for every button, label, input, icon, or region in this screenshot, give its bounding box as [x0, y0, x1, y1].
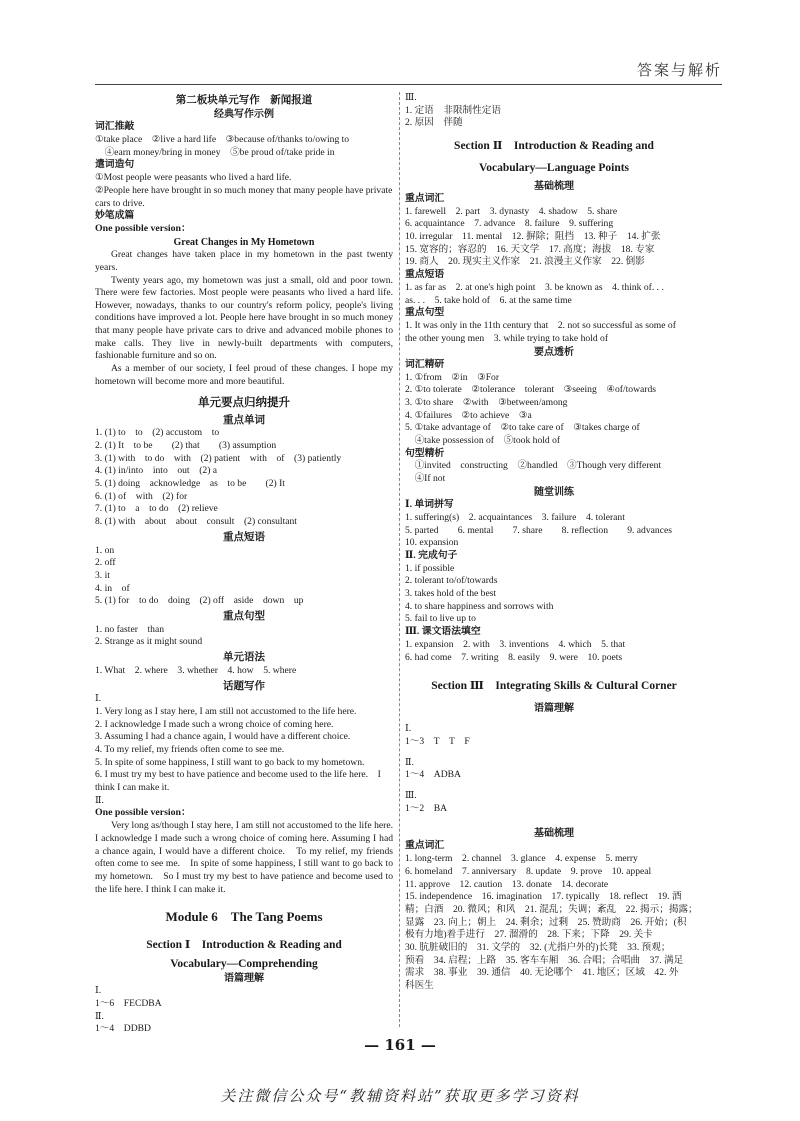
- answer-line: 1～2 BA: [405, 802, 448, 814]
- key-sentences-label: 重点句型: [405, 307, 445, 319]
- grammar-fill-label: Ⅲ. 课文语法填空: [405, 626, 481, 638]
- key-phrase-line: 4. in of: [95, 582, 130, 594]
- answer-line: 1. suffering(s) 2. acquaintances 3. failure 4. tolerant: [405, 511, 625, 523]
- section-title: Vocabulary—Comprehending: [170, 958, 318, 971]
- answer-line: 2. ①to tolerate ②tolerance tolerant ③seeing ④of/towards: [405, 384, 656, 396]
- topic-line: 4. To my relief, my friends often come to see me.: [95, 744, 285, 756]
- answer-line: ①invited constructing ②handled ③Though very different: [405, 460, 662, 472]
- answer-line: 1. expansion 2. with 3. inventions 4. which 5. that: [405, 639, 626, 650]
- module-title: Module 6 The Tang Poems: [165, 909, 323, 925]
- key-pattern-line: 1. no faster than: [95, 623, 165, 635]
- answer-line: 15. 宽容的；容忍的 16. 天文学 17. 高度；海拔 18. 专家: [405, 243, 655, 255]
- page-number: — 161 —: [364, 1036, 436, 1054]
- basic-review-title: 基础梳理: [534, 180, 574, 192]
- answer-line: 1. farewell 2. part 3. dynasty 4. shadow 5. share: [405, 205, 618, 217]
- key-phrases-title: 重点短语: [223, 531, 265, 543]
- answer-line: Ⅲ.: [405, 789, 417, 801]
- answer-line: 2. tolerant to/of/towards: [405, 575, 498, 587]
- answer-line: Ⅱ.: [95, 1010, 104, 1022]
- header-title: 答案与解析: [636, 61, 722, 79]
- sentence-analysis-label: 句型精析: [405, 447, 445, 459]
- complete-sentences-label: Ⅱ. 完成句子: [405, 549, 458, 561]
- answer-line: 6. homeland 7. anniversary 8. update 9. prove 10. appeal: [405, 866, 652, 878]
- answer-line: 1～4 DDBD: [95, 1023, 151, 1035]
- key-word-line: 2. (1) It to be (2) that (3) assumption: [95, 440, 277, 452]
- answer-line: 3. takes hold of the best: [405, 588, 497, 600]
- vocab-study-label: 词汇精研: [405, 358, 445, 370]
- practice-title: 随堂训练: [534, 486, 574, 498]
- answer-line: 1. It was only in the 11th century that 2. not so successful as some of: [405, 320, 676, 332]
- essay-paragraph: Great changes have taken place in my hometown in the past twenty years.: [95, 249, 393, 273]
- answer-line: 精；白酒 20. 微风；和风 21. 混乱；失调；紊乱 22. 揭示；揭露；: [405, 904, 698, 916]
- answer-line: ④take possession of ⑤took hold of: [405, 434, 561, 446]
- topic-line: 6. I must try my best to have patience and become used to the life here. I think I can make it.: [95, 769, 384, 793]
- topic-line: 5. In spite of some happiness, I still want to go back to my hometown.: [95, 756, 365, 768]
- roman-numeral: Ⅰ.: [95, 693, 102, 705]
- answer-line: 5. fail to live up to: [405, 613, 476, 625]
- unit-summary-title: 单元要点归纳提升: [198, 397, 290, 410]
- answer-line: 需求 38. 事业 39. 通信 40. 无论哪个 41. 地区；区域 42. 外: [405, 967, 679, 979]
- answer-line: 预看 34. 启程；上路 35. 客车车厢 36. 合唱；合唱曲 37. 满足: [405, 954, 684, 966]
- footer-note: 关注微信公众号“教辅资料站”获取更多学习资料: [220, 1087, 580, 1105]
- left-column: [95, 92, 393, 1036]
- grammar-line: 1. What 2. where 3. whether 4. how 5. where: [95, 664, 297, 676]
- answer-line: 极有力地)着手进行 27. 溜滑的 28. 下来；下降 29. 关卡: [405, 929, 653, 941]
- basic-review-title: 基础梳理: [534, 828, 574, 840]
- answer-line: 15. independence 16. imagination 17. typically 18. reflect 19. 酒: [405, 891, 682, 903]
- topic-line: 2. I acknowledge I made such a wrong choice of coming here.: [95, 718, 334, 730]
- key-phrase-line: 3. it: [95, 569, 110, 581]
- answer-line: 6. acquaintance 7. advance 8. failure 9. suffering: [405, 218, 614, 230]
- header-rule: [95, 84, 722, 85]
- key-phrase-line: 5. (1) for to do doing (2) off aside down up: [95, 595, 304, 607]
- answer-line: 5. parted 6. mental 7. share 8. reflection 9. advances: [405, 524, 672, 536]
- answer-line: the other young men 3. while trying to take hold of: [405, 332, 609, 344]
- key-word-line: 5. (1) doing acknowledge as to be (2) It: [95, 478, 285, 490]
- section-title: Section Ⅱ Introduction & Reading and: [454, 139, 654, 152]
- key-pattern-line: 2. Strange as it might sound: [95, 636, 203, 648]
- key-word-line: 6. (1) of with (2) for: [95, 490, 188, 502]
- essay-title: Great Changes in My Hometown: [173, 237, 315, 249]
- section-title: Vocabulary—Language Points: [478, 161, 630, 174]
- vocab-label: 词汇推敲: [95, 121, 135, 133]
- answer-line: 1. as far as 2. at one's high point 3. be known as 4. think of. . .: [405, 281, 664, 293]
- topic-line: 3. Assuming I had a chance again, I would have a different choice.: [95, 731, 351, 743]
- sentence-line: ①Most people were peasants who lived a hard life.: [95, 172, 292, 184]
- key-word-line: 8. (1) with about about consult (2) consultant: [95, 516, 297, 528]
- answer-line: 6. had come 7. writing 8. easily 9. were 10. poets: [405, 651, 623, 663]
- one-possible-version: One possible version：: [95, 223, 191, 235]
- key-vocab-label: 重点词汇: [405, 840, 445, 852]
- essay-paragraph: As a member of our society, I feel proud of these changes. I hope my hometown will become more and more beautiful.: [95, 363, 393, 387]
- key-word-line: 3. (1) with to do with (2) patient with of (3) patiently: [95, 452, 342, 464]
- answer-line: Ⅰ.: [405, 723, 412, 735]
- key-vocab-label: 重点词汇: [405, 192, 445, 204]
- key-phrase-line: 1. on: [95, 544, 115, 556]
- answer-line: ④If not: [405, 473, 446, 485]
- answer-line: 2. 原因 伴随: [405, 117, 463, 129]
- key-phrase-line: 2. off: [95, 557, 116, 569]
- column-divider: [399, 92, 400, 1027]
- essay-paragraph: Twenty years ago, my hometown was just a small, old and poor town. There were few factories. Most people were peasants who lived a hard life. However, nowadays, thanks to our country's reform policy, people's living conditions have improved a lot. People here have brought in so much money that many people have private cars to drive and advanced mobile phones to make calls. They live in newly-built departments with computers, fashionable furniture and so on.: [95, 274, 393, 362]
- section-title: Section Ⅲ Integrating Skills & Cultural Corner: [431, 680, 677, 693]
- answer-line: 显露 23. 向上；朝上 24. 剩余；过剩 25. 赞助商 26. 开始；(积: [405, 916, 687, 928]
- answer-line: 30. 肮脏破旧的 31. 文学的 32. (尤指户外的)长凳 33. 预观；: [405, 941, 671, 953]
- key-word-line: 4. (1) in/into into out (2) a: [95, 465, 218, 477]
- grammar-title: 单元语法: [223, 652, 265, 664]
- answer-line: 19. 商人 20. 现实主义作家 21. 浪漫主义作家 22. 倒影: [405, 256, 645, 268]
- writing-title: 第二板块单元写作 新闻报道: [175, 95, 313, 106]
- sentence-line: ②People here have brought in so much money that many people have private cars to drive.: [95, 184, 395, 209]
- answer-line: 1～3 T T F: [405, 736, 470, 747]
- section-title: Section Ⅰ Introduction & Reading and: [146, 939, 342, 952]
- roman-numeral: Ⅱ.: [95, 794, 104, 806]
- key-phrases-label: 重点短语: [405, 269, 445, 281]
- answer-line: 10. irregular 11. mental 12. 摒除；阻挡 13. 种子 14. 扩张: [405, 231, 661, 243]
- topic-line: 1. Very long as I stay here, I am still not accustomed to the life here.: [95, 706, 357, 718]
- answer-line: Ⅱ.: [405, 756, 414, 768]
- answer-line: 1. if possible: [405, 562, 455, 574]
- answer-line: 3. ①to share ②with ③between/among: [405, 396, 568, 408]
- writing-subtitle: 经典写作示例: [214, 108, 274, 120]
- answer-line: 1. 定语 非限制性定语: [405, 104, 501, 116]
- vocab-line: ④earn money/bring in money ⑤be proud of/take pride in: [95, 146, 335, 158]
- answer-line: 1～6 FECDBA: [95, 997, 162, 1009]
- reading-comprehension-title: 语篇理解: [224, 973, 264, 985]
- answer-line: 1. ①from ②in ③For: [405, 371, 500, 383]
- essay-label: 妙笔成篇: [95, 210, 135, 222]
- sentence-label: 遣词造句: [95, 159, 135, 171]
- answer-line: 11. approve 12. caution 13. donate 14. decorate: [405, 878, 609, 890]
- vocab-line: ①take place ②live a hard life ③because of/thanks to/owing to: [95, 133, 350, 145]
- spelling-label: Ⅰ. 单词拼写: [405, 498, 454, 510]
- answer-line: 5. ①take advantage of ②to take care of ③takes charge of: [405, 422, 640, 434]
- reading-comprehension-title: 语篇理解: [534, 703, 574, 715]
- key-patterns-title: 重点句型: [223, 610, 265, 622]
- topic-writing-title: 话题写作: [223, 680, 265, 692]
- one-possible-version: One possible version：: [95, 807, 191, 819]
- answer-line: 1～4 ADBA: [405, 769, 461, 781]
- answer-line: 4. to share happiness and sorrows with: [405, 600, 554, 612]
- answer-line: Ⅰ.: [95, 985, 102, 997]
- answer-line: 4. ①failures ②to achieve ③a: [405, 409, 532, 421]
- answer-line: 10. expansion: [405, 537, 459, 549]
- key-word-line: 1. (1) to to (2) accustom to: [95, 427, 220, 439]
- answer-line: Ⅲ.: [405, 92, 417, 103]
- answer-line: 科医生: [405, 979, 434, 991]
- key-word-line: 7. (1) to a to do (2) relieve: [95, 503, 218, 515]
- topic-paragraph: Very long as/though I stay here, I am still not accustomed to the life here. I acknowledge I made such a wrong choice of coming here. Assuming I had a chance again, I would have a different choice. To my relief, my friends often come to see me. In spite of some happiness, I still want to go back to my hometown. So I must try my best to have patience and become used to the life here. I think I can make it.: [95, 820, 393, 895]
- key-points-title: 要点透析: [534, 346, 574, 358]
- answer-line: 1. long-term 2. channel 3. glance 4. expense 5. merry: [405, 853, 638, 865]
- key-words-title: 重点单词: [223, 414, 265, 426]
- answer-line: as. . . 5. take hold of 6. at the same time: [405, 294, 572, 306]
- right-column: [405, 92, 703, 993]
